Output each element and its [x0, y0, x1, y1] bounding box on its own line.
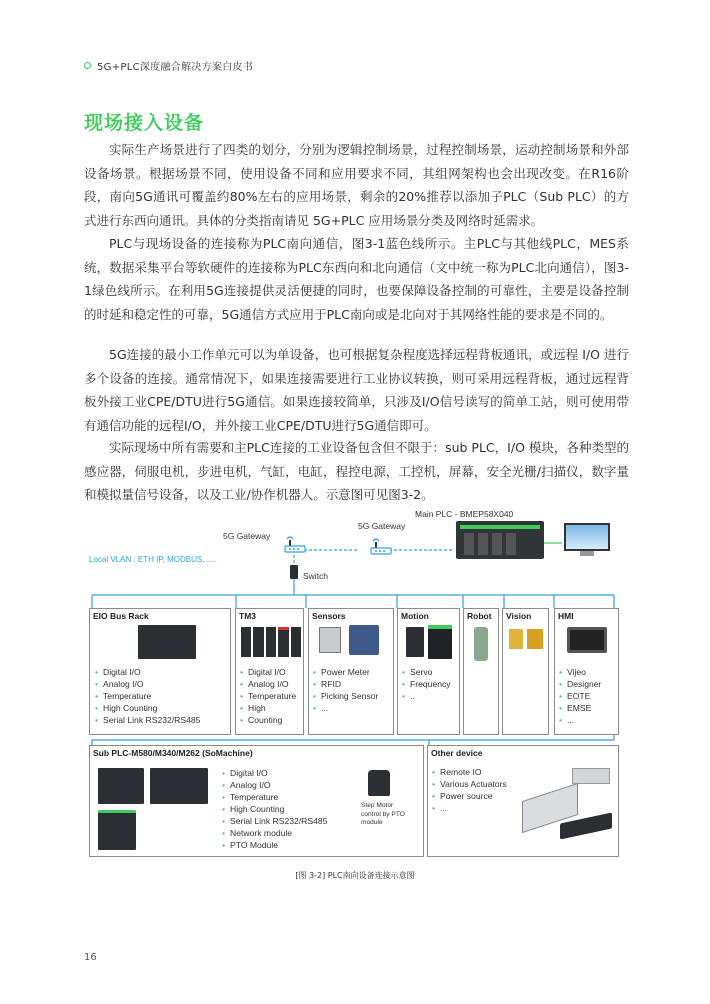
panel-title: Other device: [431, 748, 483, 758]
sub-plc-items: [222, 767, 327, 851]
motion-items: [402, 666, 451, 702]
sensor-icon: [319, 627, 341, 653]
section-title: 现场接入设备: [84, 112, 205, 134]
list-item: • Analog I/O: [240, 678, 296, 690]
list-item: • High Counting: [95, 702, 200, 714]
hmi-screen-icon: [567, 627, 607, 653]
list-item: • ...: [559, 714, 601, 726]
panel-title: Robot: [467, 611, 492, 621]
list-item: • Power Meter: [313, 666, 378, 678]
list-item: • RFID: [313, 678, 378, 690]
hmi-items: [559, 666, 601, 726]
page-number: 16: [84, 952, 97, 963]
list-item: • Digital I/O: [95, 666, 200, 678]
list-item: • High: [240, 702, 296, 714]
sub-plc-m580-icon: [98, 768, 144, 804]
panel-tm3: [235, 608, 304, 735]
paragraph-1: 实际生产场景进行了四类的划分，分别为逻辑控制场景，过程控制场景，运动控制场景和外部设备场景。根据场景不同，使用设备不同和应用要求不同，其组网架构也会出现改变。在R16阶段，南向5G通讯可覆盖约80%左右的应用场景，剩余的20%推荐以添加子PLC（Sub PLC）的方式进行东西向通讯。具体的分类指南请见 5G+PLC 应用场景分类及网络时延需求。: [84, 142, 629, 228]
list-item: • Designer: [559, 678, 601, 690]
header-text: 5G+PLC深度融合解决方案白皮书: [97, 62, 254, 73]
tm3-modules-icon: [241, 627, 301, 657]
switch-label: Switch: [303, 571, 329, 581]
list-item: • Digital I/O: [240, 666, 296, 678]
step-motor-label: Step Motor control by PTO module: [361, 802, 405, 826]
list-item: • Vijeo: [559, 666, 601, 678]
list-item: • Frequency: [402, 678, 451, 690]
panel-title: Vision: [506, 611, 532, 621]
list-item: • Analog I/O: [95, 678, 200, 690]
list-item: • Picking Sensor: [313, 690, 378, 702]
power-source-icon: [572, 768, 610, 784]
panel-title: Sub PLC-M580/M340/M262 (SoMachine): [93, 748, 253, 758]
panel-title: TM3: [239, 611, 256, 621]
tm3-items: [240, 666, 296, 726]
network-diagram: [84, 505, 629, 865]
servo-drive-icon: [406, 627, 424, 657]
eio-items: [95, 666, 200, 726]
list-item: • ...: [313, 702, 378, 714]
paragraph-3: 5G连接的最小工作单元可以为单设备，也可根据复杂程度选择远程背板通讯，或远程 I/O 进行多个设备的连接。通常情况下，如果连接需要进行工业协议转换，则可采用远程背板，通过远程背板外接工业CPE/DTU进行5G通信。如果连接较简单，只涉及I/O信号读写的简单工站，则可使用带有通信功能的远程I/O，并外接工业CPE/DTU进行5G通信即可。: [84, 347, 629, 433]
figure-caption: [图 3-2] PLC南向设备连接示意图: [295, 871, 415, 880]
eio-rack-icon: [138, 625, 196, 659]
list-item: • Servo: [402, 666, 451, 678]
vlan-label: Local VLAN : ETH IP, MODBUS, ....: [89, 555, 216, 564]
sub-plc-m262-icon: [98, 810, 136, 850]
list-item: • EOTE: [559, 690, 601, 702]
list-item: • Counting: [240, 714, 296, 726]
main-plc-icon: [456, 521, 544, 559]
panel-eio-bus-rack: [89, 608, 231, 735]
gateway-left-icon: [284, 535, 306, 553]
sensors-items: [313, 666, 378, 714]
list-item: • Temperature: [95, 690, 200, 702]
paragraph-4: 实际现场中所有需要和主PLC连接的工业设备包含但不限于：sub PLC，I/O 模块，各种类型的感应器，伺服电机，步进电机，气缸，电缸，程控电源，工控机，屏幕，安全光栅/扫描仪，数字量和模拟量信号设备，以及工业/协作机器人。示意图可见图3-2。: [84, 440, 629, 502]
list-item: • Power source: [432, 790, 507, 802]
camera-icon: [527, 629, 543, 649]
panel-title: HMI: [558, 611, 574, 621]
list-item: • Serial Link RS232/RS485: [222, 815, 327, 827]
monitor-icon: [564, 523, 610, 557]
panel-title: Sensors: [312, 611, 346, 621]
list-item: • Network module: [222, 827, 327, 839]
panel-other-device: [427, 745, 619, 857]
list-item: • Serial Link RS232/RS485: [95, 714, 200, 726]
camera-icon: [509, 629, 523, 649]
panel-title: EIO Bus Rack: [93, 611, 149, 621]
list-item: • Digital I/O: [222, 767, 327, 779]
robot-arm-icon: [474, 627, 488, 661]
panel-motion: [397, 608, 460, 735]
list-item: • ..: [402, 690, 451, 702]
list-item: • ...: [432, 802, 507, 814]
switch-icon: [290, 565, 298, 579]
running-header: [84, 58, 253, 73]
list-item: • Temperature: [222, 791, 327, 803]
gateway-right-label: 5G Gateway: [358, 521, 406, 531]
power-meter-icon: [349, 625, 379, 655]
list-item: • Temperature: [240, 690, 296, 702]
panel-title: Motion: [401, 611, 429, 621]
panel-sub-plc: [89, 745, 424, 857]
panel-vision: [502, 608, 549, 735]
gateway-right-icon: [370, 537, 392, 555]
bullet-circle-icon: [84, 62, 91, 69]
other-device-items: [432, 766, 507, 814]
frequency-drive-icon: [428, 625, 452, 659]
list-item: • High Counting: [222, 803, 327, 815]
list-item: • Various Actuators: [432, 778, 507, 790]
gateway-left-label: 5G Gateway: [223, 531, 271, 541]
list-item: • EMSE: [559, 702, 601, 714]
panel-robot: [463, 608, 499, 735]
sub-plc-m340-icon: [150, 768, 208, 804]
list-item: • Analog I/O: [222, 779, 327, 791]
step-motor-icon: [368, 770, 390, 796]
list-item: • Remote IO: [432, 766, 507, 778]
list-item: • PTO Module: [222, 839, 327, 851]
paragraph-2: PLC与现场设备的连接称为PLC南向通信，图3-1蓝色线所示。主PLC与其他线PLC，MES系统，数据采集平台等软硬件的连接称为PLC东西向和北向通信（文中统一称为PLC北向通信），图3-1绿色线所示。在利用5G连接提供灵活便捷的同时，也要保障设备控制的可靠性，主要是设备控制的时延和稳定性的可靠，5G通信方式应用于PLC南向或是北向对于其网络性能的要求是不同的。: [84, 236, 629, 322]
panel-sensors: [308, 608, 394, 735]
panel-hmi: [554, 608, 619, 735]
main-plc-label: Main PLC - BMEP58X040: [415, 509, 514, 519]
